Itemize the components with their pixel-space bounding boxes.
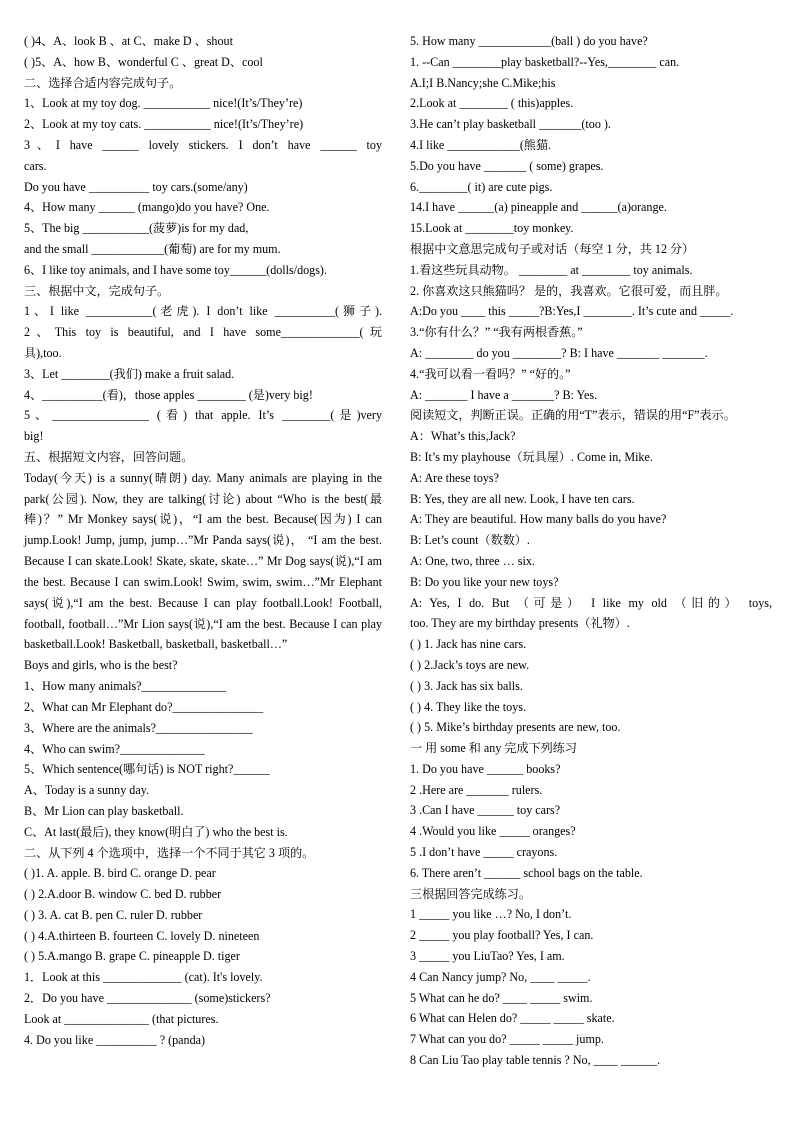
right-text-line: 5.Do you have _______ ( some) grapes. [410,158,604,173]
left-text-line: 3、I have ______ lovely stickers. I don’t have ______ toy [24,137,382,152]
right-text-line: ( ) 4. They like the toys. [410,699,526,714]
right-text-line: B: It’s my playhouse（玩具屋）. Come in, Mike. [410,449,653,464]
right-text-line: A: One, two, three … six. [410,553,535,568]
left-text-line: Do you have __________ toy cars.(some/any) [24,179,248,194]
right-text-line: B: Let’s count（数数）. [410,533,530,548]
left-text-line: ( )1. A. apple. B. bird C. orange D. pear [24,866,216,881]
right-text-line: 7 What can you do? _____ _____ jump. [410,1032,604,1047]
right-text-line: 1.看这些玩具动物。 ________ at ________ toy animals. [410,262,693,277]
right-text-line: 5 .I don’t have _____ crayons. [410,845,558,860]
left-text-line: 3、Let ________(我们) make a fruit salad. [24,366,235,381]
left-text-line: 2、This toy is beautiful, and I have some_____________(玩 [24,325,382,340]
left-text-line: 6、I like toy animals, and I have some toy______(dolls/dogs). [24,262,327,277]
right-text-line: A: Yes, I do. But （可是） I like my old （旧的） toys, [410,595,772,610]
right-text-line: A.I;I B.Nancy;she C.Mike;his [410,75,556,90]
left-column [24,31,382,1050]
left-text-line: Look at ______________ (that pictures. [24,1011,219,1026]
left-text-line: 1、I like ___________(老虎). I don’t like __________(狮子). [24,304,382,319]
right-text-line: too. They are my birthday presents（礼物）. [410,616,630,631]
right-text-line: 2. 你喜欢这只熊猫吗？ 是的，我喜欢。它很可爱，而且胖。 [410,283,728,298]
left-text-line: 三、根据中文，完成句子。 [24,283,170,298]
left-text-line: 4、Who can swim?______________ [24,741,205,756]
left-text-line: 具),too. [24,345,62,360]
right-text-line: 4.“我可以看一看吗？” “好的。” [410,366,571,381]
left-text-line: 5、________________ (看) that apple. It’s ________(是)very [24,408,382,423]
right-text-line: 2 _____ you play football? Yes, I can. [410,928,594,943]
right-text-line: ( ) 1. Jack has nine cars. [410,637,527,652]
left-text-line: ( ) 3. A. cat B. pen C. ruler D. rubber [24,907,203,922]
right-text-line: 根据中文意思完成句子或对话（每空 1 分，共 12 分） [410,241,695,256]
right-column [410,31,772,1071]
right-text-line: B: Do you like your new toys? [410,574,559,589]
right-text-line: 14.I have ______(a) pineapple and ______(a)orange. [410,200,667,215]
right-text-line: 8 Can Liu Tao play table tennis ? No, ____ ______. [410,1053,661,1068]
right-text-line: 一 用 some 和 any 完成下列练习 [410,741,577,756]
left-text-line: 1、Look at my toy dog. ___________ nice!(It’s/They’re) [24,96,303,111]
right-text-line: 2 .Here are _______ rulers. [410,782,543,797]
right-text-line: ( ) 3. Jack has six balls. [410,678,523,693]
right-text-line: ( ) 2.Jack’s toys are new. [410,657,530,672]
left-text-line: 4、__________(看)，those apples ________ (是)very big! [24,387,313,402]
right-text-line: A:Do you ____ this _____?B:Yes,I ________. It’s cute and _____. [410,304,734,319]
right-text-line: 3.“你有什么？” “我有两根香蕉。” [410,325,583,340]
left-text-line: ( ) 2.A.door B. window C. bed D. rubber [24,887,222,902]
right-text-line: 阅读短文，判断正误。正确的用“T”表示，错误的用“F”表示。 [410,408,736,423]
left-text-line: 4. Do you like __________ ? (panda) [24,1032,206,1047]
right-text-line: A: They are beautiful. How many balls do you have? [410,512,667,527]
right-text-line: 3 .Can I have ______ toy cars? [410,803,561,818]
left-text-line: 1．Look at this _____________ (cat). It's lovely. [24,970,263,985]
right-text-line: 5. How many ____________(ball ) do you have? [410,34,648,48]
left-text-line: ( ) 5.A.mango B. grape C. pineapple D. tiger [24,949,240,964]
left-text-line: 3、Where are the animals?________________ [24,720,253,735]
reading-passage: Today(今天) is a sunny(晴朗) day. Many animals are playing in the park(公园). Now, they are talking(讨论) about “Who is the best(最棒)？” Mr Monkey says(说)，“I am the best. Because(因为) I can jump.Look! Jump, jump, jump…”Mr Panda says(说)， “I am the best. Because I can skate.Look! Skate, skate, skate…” Mr Dog says(说),“I am the best. Because I can swim.Look! Swim, swim, swim…”Mr Elephant says(说),“I am the best. Because I can play football.Look! Football, football, football…”Mr Lion says(说),“I am the best. Because I can play basketball.Look! Basketball, basketball, basketball…” [24,470,382,652]
right-text-line: 3 _____ you LiuTao? Yes, I am. [410,949,565,964]
right-text-line: 4 Can Nancy jump? No, ____ _____. [410,969,591,984]
left-text-line: 2．Do you have ______________ (some)stickers? [24,991,271,1006]
right-text-line: A: Are these toys? [410,470,500,485]
right-text-line: 6 What can Helen do? _____ _____ skate. [410,1011,615,1026]
right-text-line: ( ) 5. Mike’s birthday presents are new, too. [410,720,621,735]
left-text-line: 4、How many ______ (mango)do you have? One. [24,200,270,215]
right-text-line: 4 .Would you like _____ oranges? [410,824,576,839]
right-text-line: 15.Look at ________toy monkey. [410,221,574,236]
left-text-line: C、At last(最后), they know(明白了) who the best is. [24,824,288,839]
left-text-line: 2、What can Mr Elephant do?_______________ [24,699,264,714]
left-text-line: 5、The big ___________(菠萝)is for my dad, [24,221,249,236]
left-text-line: and the small ____________(葡萄) are for my mum. [24,241,281,256]
left-text-line: Boys and girls, who is the best? [24,658,178,673]
right-text-line: A: ________ do you ________? B: I have _______ _______. [410,345,708,360]
right-text-line: A: _______ I have a _______? B: Yes. [410,387,598,402]
right-text-line: 6.________( it) are cute pigs. [410,179,553,194]
right-text-line: 4.I like ____________(熊猫. [410,137,552,152]
left-text-line: big! [24,429,44,444]
left-text-line: B、Mr Lion can play basketball. [24,803,184,818]
right-text-line: 1. --Can ________play basketball?--Yes,________ can. [410,54,680,69]
right-text-line: 1 _____ you like …? No, I don’t. [410,907,572,922]
left-text-line: A、Today is a sunny day. [24,783,149,798]
left-text-line: 2、Look at my toy cats. ___________ nice!(It’s/They’re) [24,117,304,132]
left-text-line: ( )5、A、how B、wonderful C 、great D、cool [24,54,263,69]
right-text-line: B: Yes, they are all new. Look, I have ten cars. [410,491,635,506]
left-text-line: 五、根据短文内容，回答问题。 [24,449,194,464]
right-text-line: 1. Do you have ______ books? [410,761,561,776]
left-text-line: cars. [24,158,47,173]
left-text-line: 1、How many animals?______________ [24,679,227,694]
left-text-line: 二、从下列 4 个选项中，选择一个不同于其它 3 项的。 [24,845,315,860]
right-text-line: 6. There aren’t ______ school bags on the table. [410,865,643,880]
left-text-line: 5、Which sentence(哪句话) is NOT right?______ [24,762,270,777]
left-text-line: 二、选择合适内容完成句子。 [24,75,182,90]
left-text-line: ( ) 4.A.thirteen B. fourteen C. lovely D. nineteen [24,928,260,943]
right-text-line: 2.Look at ________ ( this)apples. [410,96,574,111]
right-text-line: A：What’s this,Jack? [410,429,516,444]
right-text-line: 三根据回答完成练习。 [410,886,531,901]
left-text-line: ( )4、A、look B 、at C、make D 、shout [24,34,233,48]
right-text-line: 3.He can’t play basketball _______(too ). [410,117,611,132]
right-text-line: 5 What can he do? ____ _____ swim. [410,990,593,1005]
